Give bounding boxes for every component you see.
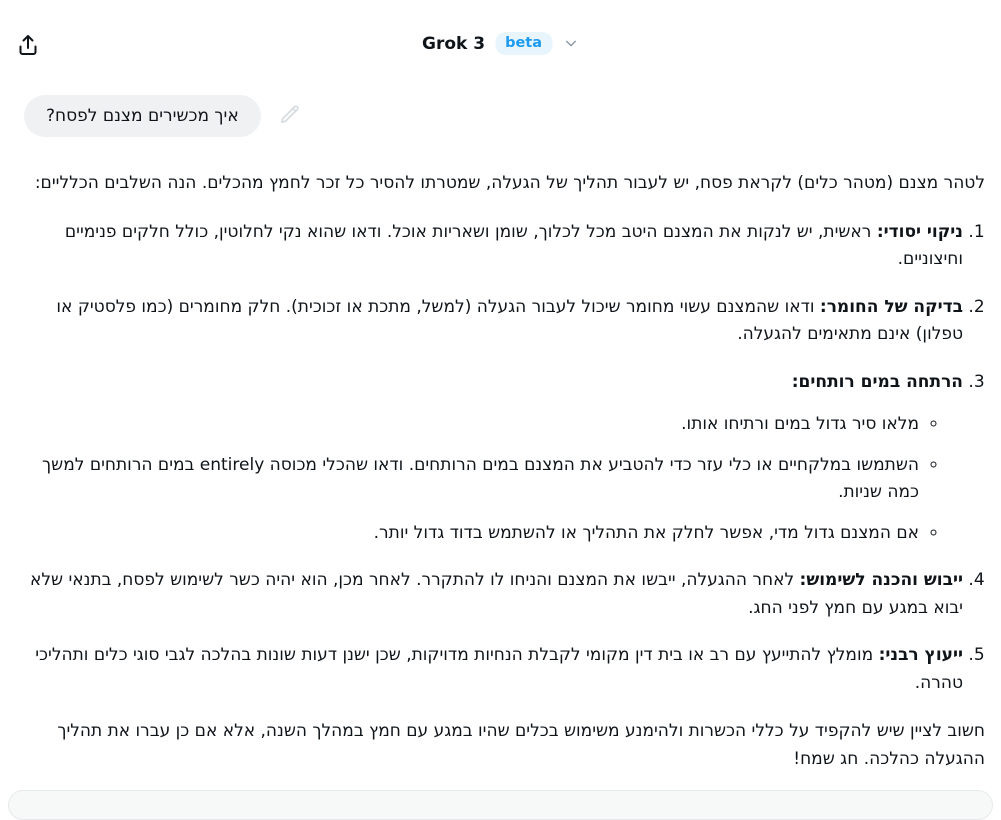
model-selector[interactable] [422,32,579,55]
step-label: ייבוש והכנה לשימוש: [799,570,963,591]
response-outro: חשוב לציין שיש להקפיד על כללי הכשרות ולהימנע משימוש בכלים שהיו במגע עם חמץ במהלך השנה, אלא אם כן עברו את תהליך ההגעלה כהלכה. חג שמח! [57,721,985,769]
list-item [16,219,963,274]
beta-badge: beta [495,32,552,55]
chat-header [0,0,1001,68]
list-item [16,642,963,697]
list-item: ◦ השתמשו במלקחיים או כלי עזר כדי להטביע את המצנם במים הרותחים. ודאו שהכלי מכוסה entirely במים הרותחים למשך כמה שניות. [16,452,919,507]
page-title: Grok 3 [421,33,486,54]
step-label: הרתחה במים רותחים: [791,371,963,392]
user-message-text: איך מכשירים מצנם לפסח? [46,106,239,126]
assistant-response [16,170,985,774]
list-item [16,567,963,622]
share-icon [16,46,40,61]
edit-message-button[interactable] [278,103,301,129]
user-message-bubble [24,95,261,137]
step-text: ראשית, יש לנקות את המצנם היטב מכל לכלוך, שומן ושאריות אוכל. ודאו שהוא נקי לחלוטין, כולל חלקים פנימיים וחיצוניים. [64,221,963,270]
chevron-down-icon [562,35,579,52]
edit-pencil-icon [278,103,301,129]
step-label: ייעוץ רבני: [878,645,963,666]
step-label: ניקוי יסודי: [876,221,963,242]
sub-bullet-list [16,411,963,547]
list-item: ◦ מלאו סיר גדול במים ורתיחו אותו. [16,411,919,439]
list-item: ◦ אם המצנם גדול מדי, אפשר לחלק את התהליך או להשתמש בדוד גדול יותר. [16,520,919,548]
list-item [16,294,963,349]
steps-list [16,219,985,698]
step-label: בדיקה של החומר: [819,296,963,317]
list-item [16,369,963,548]
step-text: ודאו שהמצנם עשוי מחומר שיכול לעבור הגעלה (למשל, מתכת או זכוכית). חלק מחומרים (כמו פלסטיק או טפלון) אינם מתאימים להגעלה. [56,296,963,345]
compose-input[interactable] [8,790,993,820]
user-message-row [24,95,985,137]
response-intro: לטהר מצנם (מטהר כלים) לקראת פסח, יש לעבור תהליך של הגעלה, שמטרתו להסיר כל זכר לחמץ מהכלים. הנה השלבים הכלליים: [34,173,985,193]
share-button[interactable] [14,30,42,63]
step-text: מומלץ להתייעץ עם רב או בית דין מקומי לקבלת הנחיות מדויקות, שכן ישנן דעות שונות בהלכה לגבי סוגי כלים ותהליכי טהרה. [35,645,963,693]
step-text: לאחר ההגעלה, ייבשו את המצנם והניחו לו להתקרר. לאחר מכן, הוא יהיה כשר לשימוש לפסח, בתנאי שלא יבוא במגע עם חמץ לפני החג. [30,570,963,618]
